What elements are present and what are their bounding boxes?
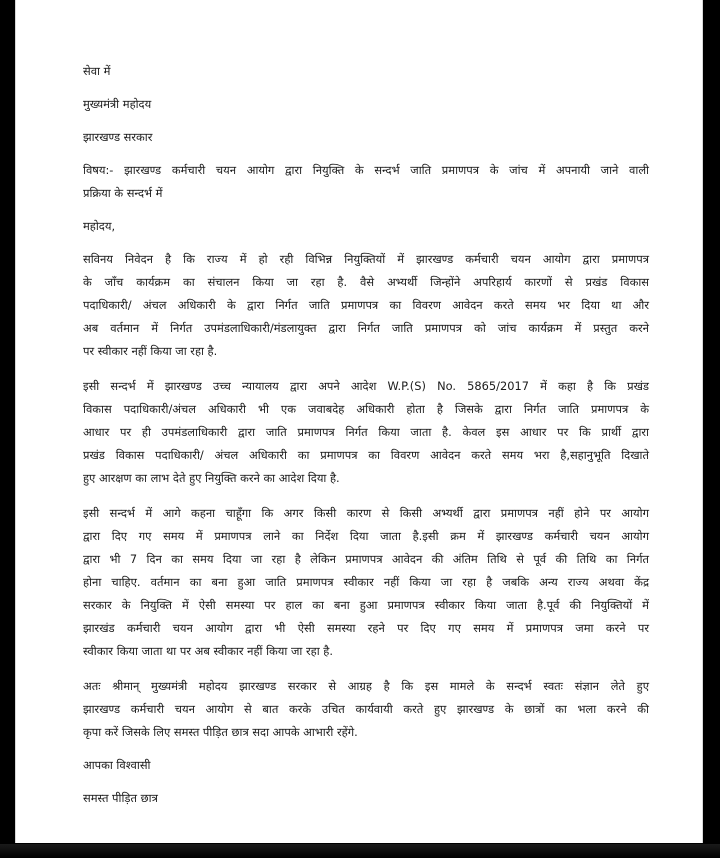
paragraph-line: होना चाहिए. वर्तमान का बना हुआ जाति प्रमाणपत्र स्वीकार नहीं किया जा रहा है जबकि अन्य राज्य अथवा केंद्र (83, 575, 649, 589)
paragraph-line: स्वीकार किया जाता था पर अब स्वीकार नहीं किया जा रहा है. (83, 644, 333, 658)
paragraph-line: अतः श्रीमान् मुख्यमंत्री महोदय झारखण्ड सरकार से आग्रह है कि इस मामले के सन्दर्भ स्वतः संज्ञान लेते हुए (83, 679, 649, 693)
paragraph-line: कृपा करें जिसके लिए समस्त पीड़ित छात्र सदा आपके आभारी रहेंगे. (83, 725, 358, 739)
salutation-to: सेवा में (83, 64, 111, 78)
government: झारखण्ड सरकार (83, 130, 153, 144)
subject-line: विषय:- झारखण्ड कर्मचारी चयन आयोग द्वारा नियुक्ति के सन्दर्भ जाति प्रमाणपत्र के जांच में अपनायी जाने वाली (83, 163, 649, 177)
paragraph-line: पदाधिकारी/ अंचल अधिकारी के द्वारा निर्गत जाति प्रमाणपत्र का विवरण आवेदन करते समय भर दिया था और (83, 298, 649, 312)
paragraph-line: द्वारा दिए गए समय में प्रमाणपत्र लाने का निर्देश दिया जाता है.इसी क्रम में झारखण्ड कर्मचारी चयन आयोग (83, 529, 649, 543)
viewer-background (0, 844, 720, 858)
subject-line: प्रक्रिया के सन्दर्भ में (83, 186, 163, 200)
paragraph-line: सविनय निवेदन है कि राज्य में हो रही विभिन्न नियुक्तियों में झारखण्ड कर्मचारी चयन आयोग द्वारा प्रमाणपत्र (83, 252, 649, 266)
paragraph-line: प्रखंड विकास पदाधिकारी/ अंचल अधिकारी का प्रमाणपत्र का विवरण आवेदन करते समय भरा है,सहानुभूति दिखाते (83, 448, 649, 462)
paragraph-4 (83, 675, 649, 744)
letter-body (83, 60, 649, 810)
signature: समस्त पीड़ित छात्र (83, 791, 158, 805)
paragraph-line: पर स्वीकार नहीं किया जा रहा है. (83, 344, 218, 358)
paragraph-line: इसी सन्दर्भ में झारखण्ड उच्च न्यायालय द्वारा अपने आदेश W.P.(S) No. 5865/2017 में कहा है कि प्रखंड (83, 379, 649, 393)
subject (83, 159, 649, 205)
paragraph-1 (83, 248, 649, 363)
paragraph-line: हुए आरक्षण का लाभ देते हुए नियुक्ति करने का आदेश दिया है. (83, 471, 340, 485)
paragraph-line: अब वर्तमान में निर्गत उपमंडलाधिकारी/मंडलायुक्त द्वारा निर्गत जाति प्रमाणपत्र को जांच कार्यक्रम में प्रस्तुत करने (83, 321, 649, 335)
paragraph-line: विकास पदाधिकारी/अंचल अधिकारी भी एक जवाबदेह अधिकारी होता है जिसके द्वारा निर्गत जाति प्रमाणपत्र के (83, 402, 649, 416)
paragraph-line: द्वारा भी 7 दिन का समय दिया जा रहा है लेकिन प्रमाणपत्र आवेदन की अंतिम तिथि से पूर्व की तिथि का निर्गत (83, 552, 649, 566)
paragraph-line: झारखण्ड कर्मचारी चयन आयोग से बात करके उचित कार्यवायी करते हुए झारखण्ड के छात्रों का भला करने की (83, 702, 649, 716)
document-page (15, 0, 703, 843)
paragraph-line: के जाँच कार्यक्रम का संचालन किया जा रहा है. वैसे अभ्यर्थी जिन्होंने अपरिहार्य कारणों से प्रखंड विकास (83, 275, 649, 289)
paragraph-line: सरकार के नियुक्ति में ऐसी समस्या पर हाल का बना हुआ प्रमाणपत्र स्वीकार किया जाता है.पूर्व की नियुक्तियों में (83, 598, 649, 612)
paragraph-2 (83, 375, 649, 490)
paragraph-line: झारखंड कर्मचारी चयन आयोग द्वारा भी ऐसी समस्या रहने पर दिए गए समय में प्रमाणपत्र जमा करने पर (83, 621, 649, 635)
paragraph-line: इसी सन्दर्भ में आगे कहना चाहूँगा कि अगर किसी कारण से किसी अभ्यर्थी द्वारा प्रमाणपत्र नहीं होने पर आयोग (83, 506, 649, 520)
closing: आपका विश्वासी (83, 758, 151, 772)
paragraph-3 (83, 502, 649, 663)
addressee: मुख्यमंत्री महोदय (83, 97, 152, 111)
greeting: महोदय, (83, 219, 116, 233)
paragraph-line: आधार पर ही उपमंडलाधिकारी द्वारा जाति प्रमाणपत्र निर्गत किया जाता है. केवल इस आधार पर कि प्रार्थी द्वारा (83, 425, 649, 439)
